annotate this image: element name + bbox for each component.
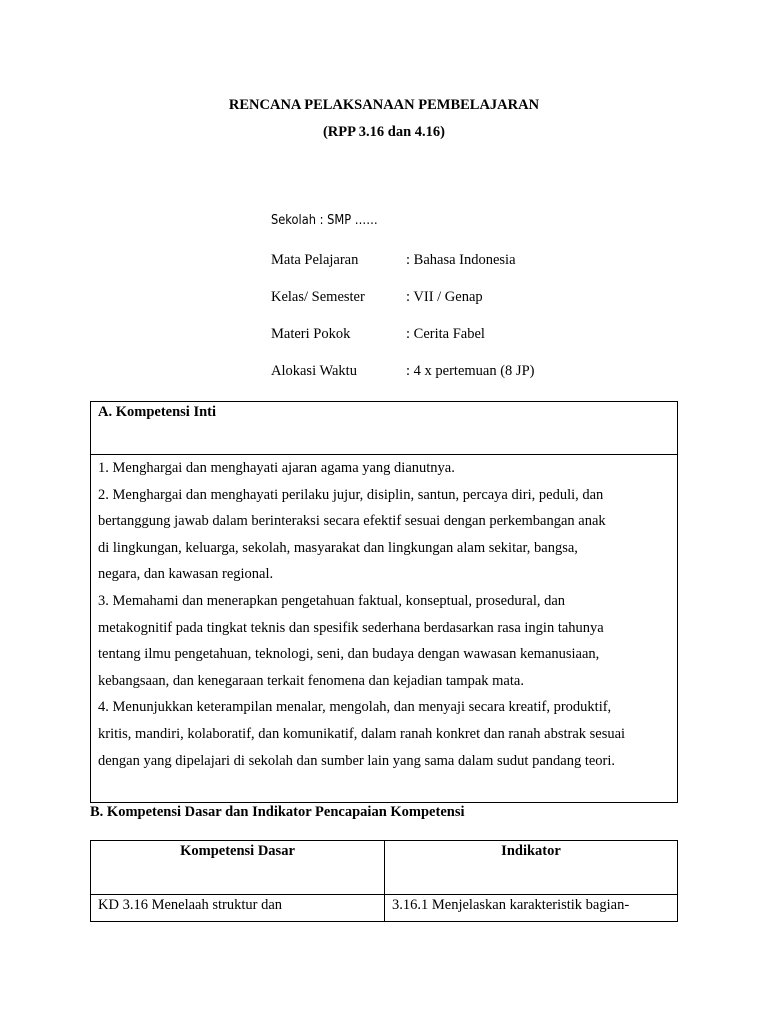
kompetensi-inti-box [90,401,678,803]
info-label: Materi Pokok [271,326,351,342]
kompetensi-inti-heading: A. Kompetensi Inti [91,402,677,455]
kompetensi-dasar-table [90,840,678,922]
document-subtitle: (RPP 3.16 dan 4.16) [322,124,446,140]
info-label: Alokasi Waktu [271,363,357,379]
table-cell: KD 3.16 Menelaah struktur dan [91,895,385,922]
ki-line: 4. Menunjukkan keterampilan menalar, mengolah, dan menyaji secara kreatif, produktif, [98,699,612,716]
ki-line: bertanggung jawab dalam berinteraksi secara efektif sesuai dengan perkembangan anak [98,513,606,530]
ki-line: kritis, mandiri, kolaboratif, dan komunikatif, dalam ranah konkret dan ranah abstrak sesuai [98,725,626,742]
info-value: : Bahasa Indonesia [406,252,516,268]
ki-line: 2. Menghargai dan menghayati perilaku jujur, disiplin, santun, percaya diri, peduli, dan [98,486,604,503]
document-title: RENCANA PELAKSANAAN PEMBELAJARAN [228,97,540,113]
column-header-indikator: Indikator [385,841,678,895]
info-row-alokasi-waktu [271,363,535,380]
column-header-kompetensi-dasar: Kompetensi Dasar [91,841,385,895]
sekolah-field: Sekolah : SMP …… [271,213,378,228]
table-cell: 3.16.1 Menjelaskan karakteristik bagian- [385,895,678,922]
info-label: Mata Pelajaran [271,252,359,268]
info-row-materi-pokok [271,326,485,343]
info-row-kelas-semester [271,289,483,306]
kompetensi-dasar-heading: B. Kompetensi Dasar dan Indikator Pencapaian Kompetensi [90,804,465,820]
info-value: : 4 x pertemuan (8 JP) [406,363,535,379]
ki-line: kebangsaan, dan kenegaraan terkait fenomena dan kejadian tampak mata. [98,672,524,689]
ki-line: di lingkungan, keluarga, sekolah, masyarakat dan lingkungan alam sekitar, bangsa, [98,539,578,556]
info-row-mata-pelajaran [271,252,516,269]
table-header-row [91,841,678,895]
ki-line: 3. Memahami dan menerapkan pengetahuan faktual, konseptual, prosedural, dan [98,592,566,609]
ki-line: metakognitif pada tingkat teknis dan spesifik sederhana berdasarkan rasa ingin tahunya [98,619,604,636]
ki-line: negara, dan kawasan regional. [98,566,274,583]
table-row [91,895,678,922]
info-value: : VII / Genap [406,289,483,305]
ki-line: tentang ilmu pengetahuan, teknologi, seni, dan budaya dengan wawasan kemanusiaan, [98,646,600,663]
ki-line: dengan yang dipelajari di sekolah dan sumber lain yang sama dalam sudut pandang teori. [98,752,616,769]
kompetensi-inti-body [91,455,677,774]
ki-line: 1. Menghargai dan menghayati ajaran agama yang dianutnya. [98,460,455,476]
info-label: Kelas/ Semester [271,289,365,305]
info-value: : Cerita Fabel [406,326,485,342]
